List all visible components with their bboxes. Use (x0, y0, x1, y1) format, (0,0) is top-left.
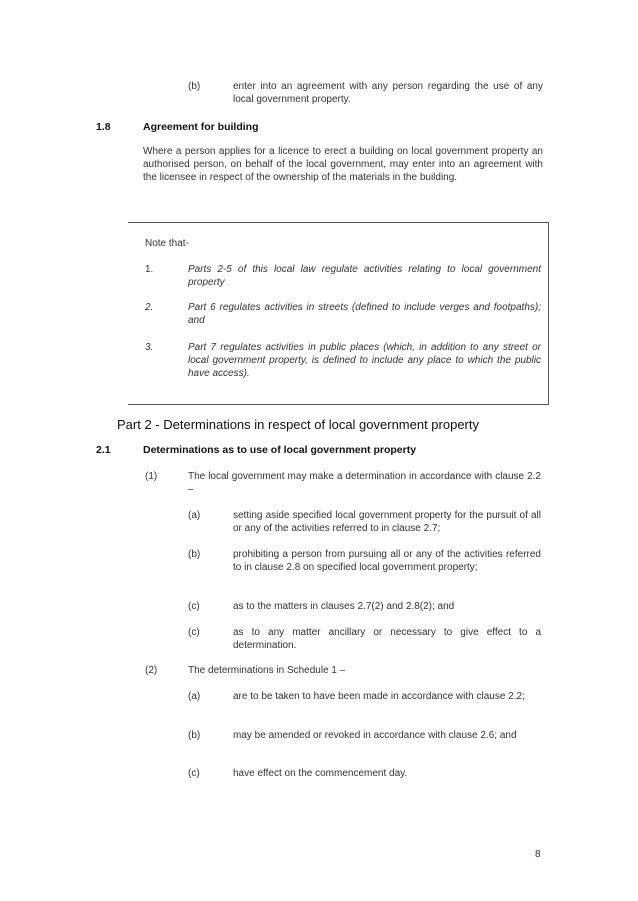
paragraph-text: have effect on the commencement day. (233, 768, 408, 779)
paragraph-text: as to the matters in clauses 2.7(2) and 2.8(2); and (233, 601, 455, 612)
note-item-text: Part 7 regulates activities in public places (which, in addition to any street or local government property, is defined to include any place to which the public have access). (188, 342, 541, 379)
item-label: (b) (188, 81, 201, 92)
section-number: 1.8 (96, 121, 111, 133)
subclause-label: (1) (145, 471, 158, 482)
note-item-number: 1. (145, 264, 154, 275)
note-item-number: 3. (145, 342, 154, 353)
subclause-text: The local government may make a determination in accordance with clause 2.2 – (188, 471, 541, 495)
note-item-text: Parts 2-5 of this local law regulate activities relating to local government property (188, 264, 541, 288)
paragraph-label: (c) (188, 768, 200, 779)
item-text: enter into an agreement with any person regarding the use of any local government property. (233, 81, 543, 105)
subclause-text: The determinations in Schedule 1 – (188, 665, 346, 676)
paragraph-text: prohibiting a person from pursuing all or any of the activities referred to in clause 2.8 on specified local government property; (233, 549, 541, 573)
section-title: Determinations as to use of local government property (143, 444, 417, 456)
paragraph-label: (b) (188, 730, 201, 741)
paragraph-label: (b) (188, 549, 201, 560)
section-title: Agreement for building (143, 121, 259, 133)
paragraph-text: may be amended or revoked in accordance with clause 2.6; and (233, 730, 517, 741)
section-body: Where a person applies for a licence to erect a building on local government property an authorised person, on behalf of the local government, may enter into an agreement with the licensee in respect of the ownership of the materials in the building. (143, 146, 543, 183)
paragraph-label: (c) (188, 601, 200, 612)
paragraph-label: (c) (188, 627, 200, 638)
paragraph-text: as to any matter ancillary or necessary to give effect to a determination. (233, 627, 541, 651)
paragraph-text: setting aside specified local government property for the pursuit of all or any of the activities referred to in clause 2.7; (233, 510, 541, 534)
page-number: 8 (535, 849, 541, 860)
note-item-number: 2. (145, 302, 154, 313)
subclause-label: (2) (145, 665, 158, 676)
note-item-text: Part 6 regulates activities in streets (defined to include verges and footpaths); and (188, 302, 541, 326)
note-intro: Note that- (145, 238, 189, 249)
paragraph-text: are to be taken to have been made in accordance with clause 2.2; (233, 691, 525, 702)
paragraph-label: (a) (188, 510, 201, 521)
paragraph-label: (a) (188, 691, 201, 702)
part-heading: Part 2 - Determinations in respect of local government property (117, 417, 480, 432)
section-number: 2.1 (96, 444, 111, 456)
